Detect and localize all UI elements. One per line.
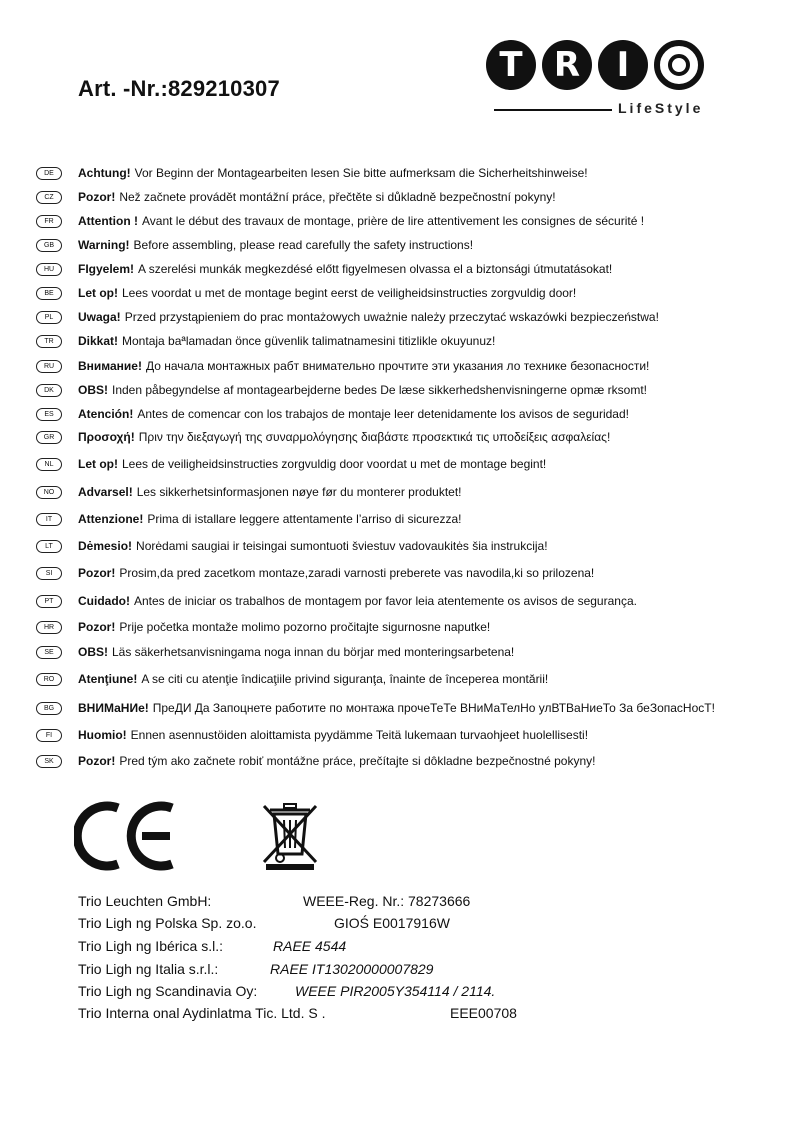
warning-lead: Pozor! (78, 754, 116, 768)
warning-lead: Achtung! (78, 166, 131, 180)
warning-text: Les sikkerhetsinformasjonen nøye før du monterer produktet! (136, 485, 462, 499)
warning-text: Avant le début des travaux de montage, prière de lire attentivement les consignes de sécurité ! (141, 214, 645, 228)
warning-lead: Dikkat! (78, 334, 119, 348)
warning-text: Norėdami saugiai ir teisingai sumontuoti šviestuv vadovaukitės šia instrukcija! (136, 539, 548, 553)
registration-number: WEEE PIR2005Y354114 / 2114. (295, 983, 496, 999)
warning-lead: Pozor! (78, 620, 116, 634)
warning-row (36, 428, 610, 446)
warning-lead: Προσοχή! (78, 430, 135, 444)
country-badge: DE (36, 167, 62, 180)
warning-text: Prosim,da pred zacetkom montaze,zaradi varnosti preberete vas navodila,ki so prilozena! (119, 566, 595, 580)
warning-row (36, 564, 594, 582)
warning-row (36, 212, 644, 230)
warning-text: Lees voordat u met de montage begint eerst de veiligheidsinstructies zorgvuldig door! (122, 286, 577, 300)
trio-logo (486, 40, 718, 120)
warning-text: Montaja baªlamadan önce güvenlik talimatnamesini titizlikle okuyunuz! (122, 334, 496, 348)
logo-rule (494, 109, 612, 111)
registration-number: EEE00708 (450, 1005, 517, 1021)
warning-lead: Pozor! (78, 566, 116, 580)
country-badge: RU (36, 360, 62, 373)
warning-lead: OBS! (78, 645, 108, 659)
warning-row (36, 405, 629, 423)
warning-text: Vor Beginn der Montagearbeiten lesen Sie bitte aufmerksam die Sicherheitshinweise! (134, 166, 588, 180)
warning-row (36, 483, 462, 501)
warning-row (36, 381, 647, 399)
logo-letter-o-ring (654, 40, 704, 90)
warning-row (36, 643, 514, 661)
warning-row (36, 726, 588, 744)
country-badge: IT (36, 513, 62, 526)
country-badge: PT (36, 595, 62, 608)
warning-row (36, 260, 612, 278)
warning-text: Pred tým ako začnete robiť montážne práce, prečítajte si dôkladne bezpečnostné pokyny! (119, 754, 596, 768)
country-badge: FR (36, 215, 62, 228)
country-badge: GB (36, 239, 62, 252)
warning-lead: ВНИМаНИе! (78, 701, 149, 715)
company-name: Trio Interna onal Aydinlatma Tic. Ltd. S . (78, 1005, 326, 1021)
warning-row (36, 455, 546, 473)
registration-number: RAEE 4544 (273, 938, 347, 954)
crossed-out-wheelie-bin-icon (260, 800, 320, 872)
warning-lead: Attenzione! (78, 512, 144, 526)
warning-text: Antes de comencar con los trabajos de montaje leer detenidamente los avisos de seguridad! (137, 407, 629, 421)
warning-text: Läs säkerhetsanvisningama noga innan du börjar med monteringsarbetena! (112, 645, 515, 659)
company-name: Trio Ligh ng Italia s.r.l.: (78, 961, 219, 977)
warning-text: Prije početka montaže molimo pozorno pročitajte sigurnosne naputke! (119, 620, 491, 634)
warning-row (36, 284, 576, 302)
warning-row (36, 592, 637, 610)
warning-text: Inden påbegyndelse af montagearbejderne bedes De læse sikkerhedshenvisningerne opmæ rksomt! (112, 383, 647, 397)
article-number: Art. -Nr.:829210307 (78, 76, 280, 101)
warning-text: A se citi cu atenţie îndicaţiile privind siguranţa, înainte de începerea montării! (141, 672, 549, 686)
warning-text: Antes de iniciar os trabalhos de montagem por favor leia atentemente os avisos de segurança. (134, 594, 637, 608)
logo-letter-i: I (598, 40, 648, 90)
logo-tagline: LifeStyle (618, 100, 704, 116)
logo-letter-t: T (486, 40, 536, 90)
country-badge: RO (36, 673, 62, 686)
company-name: Trio Leuchten GmbH: (78, 893, 212, 909)
warning-row (36, 618, 490, 636)
warning-row (36, 670, 548, 688)
country-badge: TR (36, 335, 62, 348)
country-badge: PL (36, 311, 62, 324)
country-badge: SE (36, 646, 62, 659)
warning-text: Než začnete provádět montážní práce, přečtěte si důkladně bezpečnostní pokyny! (119, 190, 556, 204)
country-badge: CZ (36, 191, 62, 204)
warning-row (36, 357, 649, 375)
warning-lead: Внимание! (78, 359, 142, 373)
warning-lead: FIgyelem! (78, 262, 135, 276)
country-badge: ES (36, 408, 62, 421)
warning-row (36, 308, 659, 326)
warning-row (36, 332, 495, 350)
company-name: Trio Ligh ng Ibérica s.l.: (78, 938, 223, 954)
warning-row (36, 699, 715, 717)
warning-lead: Dėmesio! (78, 539, 133, 553)
warning-lead: Pozor! (78, 190, 116, 204)
country-badge: SI (36, 567, 62, 580)
warning-row (36, 236, 473, 254)
registration-number: GIOŚ E0017916W (334, 915, 450, 931)
company-name: Trio Ligh ng Polska Sp. zo.o. (78, 915, 257, 931)
warning-lead: Attention ! (78, 214, 138, 228)
warning-lead: Advarsel! (78, 485, 133, 499)
warning-lead: Cuidado! (78, 594, 130, 608)
country-badge: BE (36, 287, 62, 300)
warning-text: Przed przystąpieniem do prac montażowych uważnie należy przeczytać wskazówki bezpieczeństwa! (124, 310, 659, 324)
warning-text: Πριν την διεξαγωγή της συναρμολόγησης διαβάστε προσεκτικά τις υποδείξεις ασφαλείας! (138, 430, 611, 444)
warning-row (36, 164, 588, 182)
country-badge: SK (36, 755, 62, 768)
warning-text: ПреДИ Да Запоцнете работите по монтажа прочеТеТе ВНиМаТелНо улВТВаНиеТо За беЗопасНосТ! (152, 701, 715, 715)
warning-text: Lees de veiligheidsinstructies zorgvuldig door voordat u met de montage begint! (122, 457, 547, 471)
logo-letter-r: R (542, 40, 592, 90)
warning-row (36, 510, 461, 528)
warning-lead: Huomio! (78, 728, 127, 742)
country-badge: HU (36, 263, 62, 276)
warning-lead: Atención! (78, 407, 134, 421)
warning-lead: Atenţiune! (78, 672, 138, 686)
warning-text: Ennen asennustöiden aloittamista pyydämme Teitä lukemaan turvaohjeet huolellisesti! (130, 728, 589, 742)
registration-number: RAEE IT13020000007829 (270, 961, 434, 977)
warning-row (36, 537, 548, 555)
warning-text: Before assembling, please read carefully the safety instructions! (133, 238, 474, 252)
country-badge: BG (36, 702, 62, 715)
country-badge: NO (36, 486, 62, 499)
warning-lead: Let op! (78, 457, 118, 471)
warning-row (36, 752, 595, 770)
warning-lead: OBS! (78, 383, 108, 397)
warning-lead: Let op! (78, 286, 118, 300)
company-name: Trio Ligh ng Scandinavia Oy: (78, 983, 258, 999)
country-badge: DK (36, 384, 62, 397)
country-badge: NL (36, 458, 62, 471)
ce-mark-icon (74, 800, 178, 872)
country-badge: HR (36, 621, 62, 634)
warning-text: A szerelési munkák megkezdésé előtt figyelmesen olvassa el a biztonsági útmutatásokat! (138, 262, 613, 276)
registration-number: WEEE-Reg. Nr.: 78273666 (303, 893, 471, 909)
country-badge: GR (36, 431, 62, 444)
warning-row (36, 188, 556, 206)
warning-text: До начала монтажных рабт внимательно прочтите эти указания ло технике безопасности! (145, 359, 650, 373)
warning-lead: Warning! (78, 238, 130, 252)
warning-lead: Uwaga! (78, 310, 121, 324)
country-badge: FI (36, 729, 62, 742)
warning-text: Prima di istallare leggere attentamente l’arriso di sicurezza! (147, 512, 462, 526)
country-badge: LT (36, 540, 62, 553)
